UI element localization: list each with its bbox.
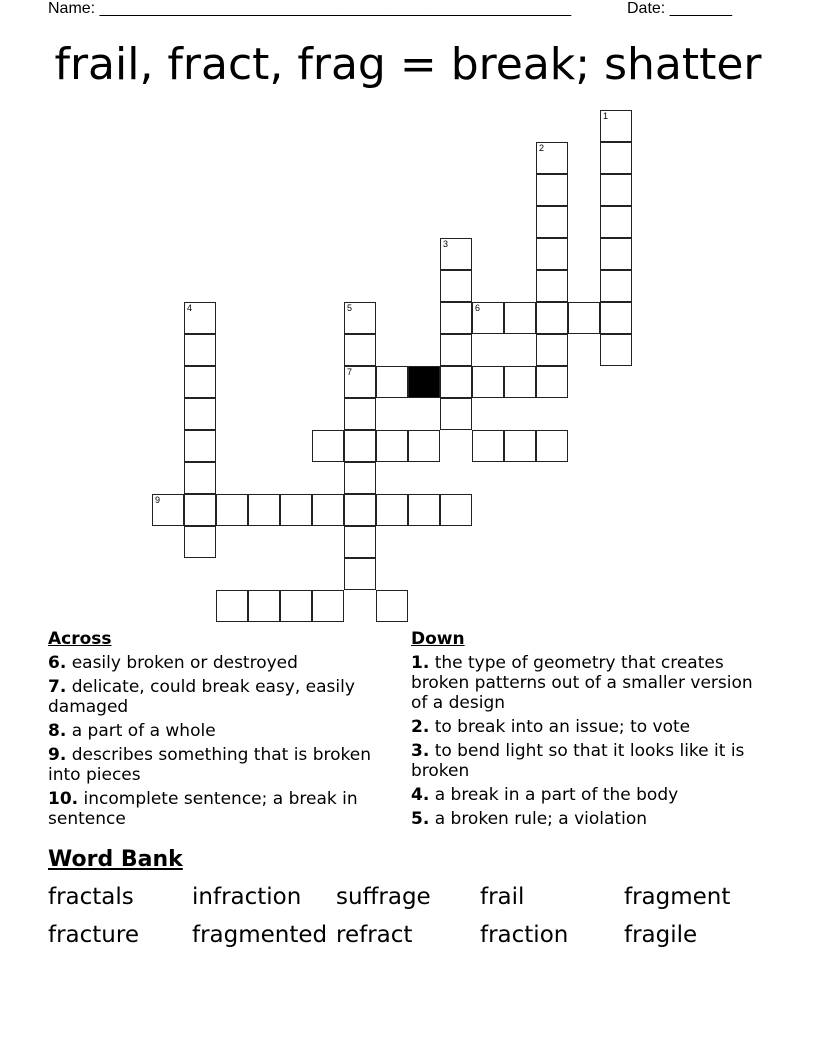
- grid-cell[interactable]: [472, 302, 504, 334]
- down-clue: [411, 785, 761, 805]
- grid-cell[interactable]: [184, 302, 216, 334]
- grid-cell[interactable]: [440, 398, 472, 430]
- across-heading: Across: [48, 629, 112, 649]
- clue-text: a broken rule; a violation: [429, 809, 647, 829]
- clue-text: delicate, could break easy, easily damaged: [48, 677, 355, 717]
- down-clue: [411, 717, 761, 737]
- grid-cell[interactable]: [536, 206, 568, 238]
- grid-cell[interactable]: [440, 366, 472, 398]
- word-bank-word: fraction: [480, 922, 569, 948]
- across-clues: [48, 629, 393, 833]
- grid-cell[interactable]: [504, 302, 536, 334]
- clue-num: 10.: [48, 789, 79, 809]
- word-bank-word: fractals: [48, 884, 134, 910]
- word-bank-word: infraction: [192, 884, 302, 910]
- grid-cell[interactable]: [472, 430, 504, 462]
- clue-num: 3.: [411, 741, 430, 761]
- clue-number: 4: [187, 303, 193, 313]
- black-square: [408, 366, 440, 398]
- word-bank-word: suffrage: [336, 884, 431, 910]
- grid-cell[interactable]: [376, 430, 408, 462]
- word-bank-word: fragment: [624, 884, 731, 910]
- grid-cell[interactable]: [440, 494, 472, 526]
- down-clue: [411, 741, 761, 781]
- grid-cell[interactable]: [184, 462, 216, 494]
- grid-cell[interactable]: [600, 334, 632, 366]
- grid-cell[interactable]: [536, 142, 568, 174]
- grid-cell[interactable]: [216, 494, 248, 526]
- clue-number: 1: [603, 111, 609, 121]
- grid-cell[interactable]: [312, 590, 344, 622]
- grid-cell[interactable]: [312, 430, 344, 462]
- grid-cell[interactable]: [344, 526, 376, 558]
- grid-cell[interactable]: [344, 430, 376, 462]
- grid-cell[interactable]: [152, 494, 184, 526]
- grid-cell[interactable]: [504, 366, 536, 398]
- clue-text: the type of geometry that creates broken patterns out of a smaller version of a design: [411, 653, 753, 713]
- grid-cell[interactable]: [184, 366, 216, 398]
- grid-cell[interactable]: [440, 270, 472, 302]
- grid-cell[interactable]: [344, 366, 376, 398]
- word-bank-word: refract: [336, 922, 413, 948]
- grid-cell[interactable]: [184, 334, 216, 366]
- grid-cell[interactable]: [376, 494, 408, 526]
- word-bank-word: fragmented: [192, 922, 328, 948]
- grid-cell[interactable]: [600, 206, 632, 238]
- grid-cell[interactable]: [472, 366, 504, 398]
- grid-cell[interactable]: [216, 590, 248, 622]
- grid-cell[interactable]: [376, 590, 408, 622]
- across-clue: [48, 721, 393, 741]
- clue-text: to bend light so that it looks like it is broken: [411, 741, 745, 781]
- clue-num: 5.: [411, 809, 430, 829]
- clue-text: easily broken or destroyed: [66, 653, 298, 673]
- grid-cell[interactable]: [600, 142, 632, 174]
- grid-cell[interactable]: [600, 110, 632, 142]
- grid-cell[interactable]: [600, 238, 632, 270]
- grid-cell[interactable]: [184, 398, 216, 430]
- clue-num: 4.: [411, 785, 430, 805]
- clue-number: 5: [347, 303, 353, 313]
- grid-cell[interactable]: [504, 430, 536, 462]
- clue-text: a part of a whole: [66, 721, 216, 741]
- down-heading: Down: [411, 629, 465, 649]
- grid-cell[interactable]: [408, 430, 440, 462]
- word-bank-word: fracture: [48, 922, 139, 948]
- clue-num: 1.: [411, 653, 430, 673]
- clue-num: 9.: [48, 745, 67, 765]
- grid-cell[interactable]: [344, 302, 376, 334]
- grid-cell[interactable]: [248, 590, 280, 622]
- grid-cell[interactable]: [536, 270, 568, 302]
- across-clue: [48, 789, 393, 829]
- clue-num: 6.: [48, 653, 67, 673]
- clue-text: to break into an issue; to vote: [429, 717, 691, 737]
- across-clue: [48, 653, 393, 673]
- across-clue: [48, 677, 393, 717]
- name-field-line[interactable]: Name: _____________________________________________________: [48, 0, 572, 17]
- grid-cell[interactable]: [536, 238, 568, 270]
- date-field-line[interactable]: Date: _______: [627, 0, 732, 17]
- clue-number: 9: [155, 495, 161, 505]
- grid-cell[interactable]: [440, 334, 472, 366]
- grid-cell[interactable]: [536, 430, 568, 462]
- grid-cell[interactable]: [280, 590, 312, 622]
- grid-cell[interactable]: [440, 302, 472, 334]
- clue-number: 6: [475, 303, 481, 313]
- grid-cell[interactable]: [408, 494, 440, 526]
- word-bank-title: Word Bank: [48, 847, 183, 872]
- grid-cell[interactable]: [184, 494, 216, 526]
- down-clues: [411, 629, 761, 833]
- page-title: frail, fract, frag = break; shatter: [54, 39, 762, 90]
- clue-number: 2: [539, 143, 545, 153]
- across-clue: [48, 745, 393, 785]
- grid-cell[interactable]: [312, 494, 344, 526]
- grid-cell[interactable]: [376, 366, 408, 398]
- grid-cell[interactable]: [440, 238, 472, 270]
- grid-cell[interactable]: [184, 526, 216, 558]
- clue-num: 8.: [48, 721, 67, 741]
- grid-cell[interactable]: [344, 558, 376, 590]
- clue-num: 2.: [411, 717, 430, 737]
- clue-text: a break in a part of the body: [429, 785, 679, 805]
- word-bank-word: fragile: [624, 922, 698, 948]
- clue-text: describes something that is broken into pieces: [48, 745, 371, 785]
- grid-cell[interactable]: [344, 334, 376, 366]
- grid-cell[interactable]: [568, 302, 600, 334]
- grid-cell[interactable]: [536, 334, 568, 366]
- down-clue: [411, 809, 761, 829]
- grid-cell[interactable]: [600, 174, 632, 206]
- down-clue: [411, 653, 761, 713]
- clue-text: incomplete sentence; a break in sentence: [48, 789, 358, 829]
- grid-cell[interactable]: [344, 398, 376, 430]
- grid-cell[interactable]: [280, 494, 312, 526]
- grid-cell[interactable]: [184, 430, 216, 462]
- grid-cell[interactable]: [536, 302, 568, 334]
- clue-number: 7: [347, 367, 353, 377]
- grid-cell[interactable]: [536, 174, 568, 206]
- clue-number: 3: [443, 239, 449, 249]
- clue-num: 7.: [48, 677, 67, 697]
- grid-cell[interactable]: [344, 462, 376, 494]
- word-bank-word: frail: [480, 884, 525, 910]
- grid-cell[interactable]: [248, 494, 280, 526]
- grid-cell[interactable]: [344, 494, 376, 526]
- grid-cell[interactable]: [600, 302, 632, 334]
- grid-cell[interactable]: [600, 270, 632, 302]
- grid-cell[interactable]: [536, 366, 568, 398]
